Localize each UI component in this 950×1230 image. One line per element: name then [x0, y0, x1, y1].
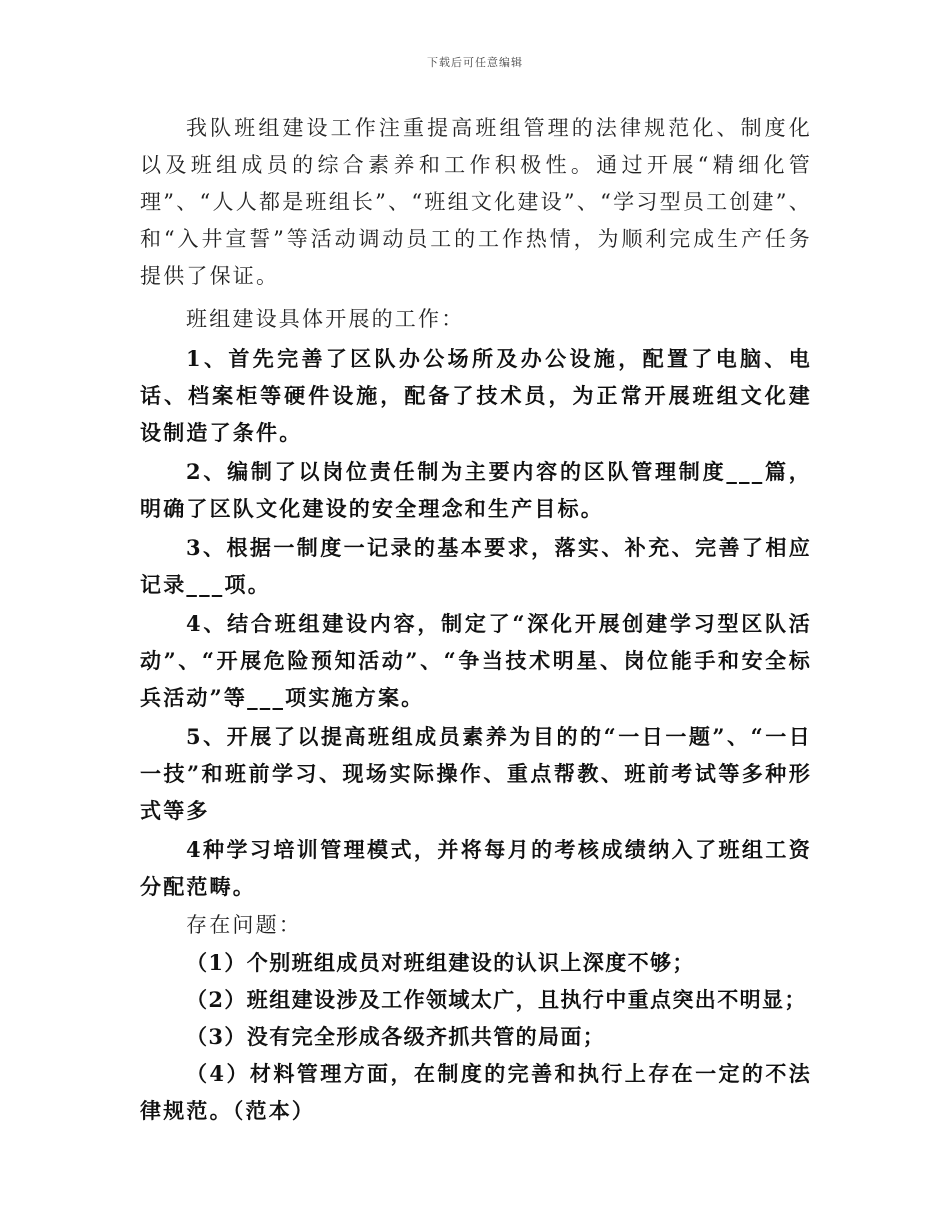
work-item-2: 2、编制了以岗位责任制为主要内容的区队管理制度___篇，明确了区队文化建设的安全理念和生产目标。 — [140, 459, 812, 521]
header-note: 下载后可任意编辑 — [427, 56, 523, 69]
work-item-1: 1、首先完善了区队办公场所及办公设施，配置了电脑、电话、档案柜等硬件设施，配备了技术员，为正常开展班组文化建设制造了条件。 — [140, 346, 812, 445]
work-item-4: 4、结合班组建设内容，制定了“深化开展创建学习型区队活动”、“开展危险预知活动”、“争当技术明星、岗位能手和安全标兵活动”等___项实施方案。 — [140, 611, 812, 710]
problem-item-1: （1）个别班组成员对班组建设的认识上深度不够； — [186, 950, 695, 975]
problem-item-4: （4）材料管理方面，在制度的完善和执行上存在一定的不法律规范。（范本） — [140, 1061, 812, 1123]
problems-heading: 存在问题： — [186, 913, 302, 937]
intro-paragraph: 我队班组建设工作注重提高班组管理的法律规范化、制度化以及班组成员的综合素养和工作积极性。通过开展“精细化管理”、“人人都是班组长”、“班组文化建设”、“学习型员工创建”、和“入井宣誓”等活动调动员工的工作热情，为顺利完成生产任务提供了保证。 — [140, 116, 812, 288]
work-item-5: 5、开展了以提高班组成员素养为目的的“一日一题”、“一日一技”和班前学习、现场实际操作、重点帮教、班前考试等多种形式等多 — [140, 724, 812, 823]
document-body — [140, 110, 812, 1129]
problem-item-2: （2）班组建设涉及工作领域太广，且执行中重点突出不明显； — [186, 987, 807, 1012]
work-heading: 班组建设具体开展的工作： — [186, 307, 465, 331]
problem-item-3: （3）没有完全形成各级齐抓共管的局面； — [186, 1024, 606, 1049]
work-item-3: 3、根据一制度一记录的基本要求，落实、补充、完善了相应记录___项。 — [140, 535, 812, 597]
work-item-6: 4种学习培训管理模式，并将每月的考核成绩纳入了班组工资分配范畴。 — [140, 837, 812, 899]
